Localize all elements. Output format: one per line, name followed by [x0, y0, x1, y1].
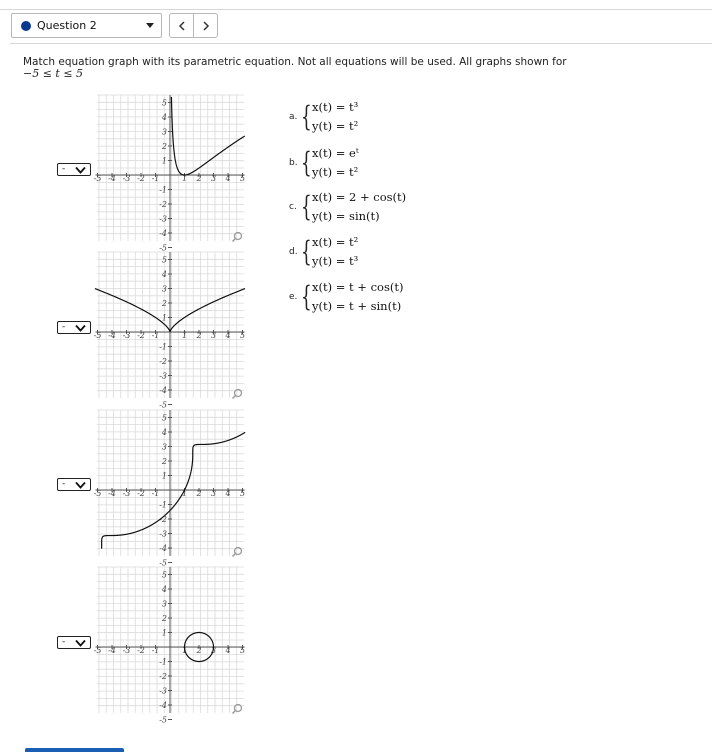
x-tick-label: -3 — [122, 646, 131, 655]
equation-x: x(t) = t + cos(t) — [312, 280, 404, 294]
x-tick-label: -1 — [151, 174, 160, 183]
x-tick-label: 1 — [181, 489, 188, 498]
y-tick-label: 2 — [161, 142, 167, 151]
graph-2-answer-select[interactable] — [57, 321, 91, 334]
y-tick-label: 1 — [161, 156, 167, 166]
y-tick-label: 2 — [161, 299, 167, 308]
x-tick-label: 2 — [196, 331, 202, 340]
select-value: - — [62, 479, 66, 489]
y-tick-label: -4 — [159, 701, 167, 710]
x-tick-label: -1 — [151, 646, 160, 655]
y-tick-label: 4 — [161, 428, 167, 437]
x-tick-label: 5 — [239, 489, 246, 498]
x-tick-label: -3 — [122, 174, 131, 183]
equation-letter: d. — [289, 247, 298, 257]
x-tick-label: 3 — [210, 331, 217, 340]
y-tick-label: 1 — [161, 471, 167, 481]
chevron-down-icon — [75, 324, 86, 332]
select-value: - — [62, 164, 66, 174]
graph-4 — [93, 565, 246, 725]
y-tick-label: 4 — [161, 113, 167, 122]
x-tick-label: 4 — [225, 174, 231, 183]
brace-icon: { — [301, 190, 312, 223]
equation-y: y(t) = t² — [312, 119, 359, 133]
graph-3-answer-select[interactable] — [57, 478, 91, 491]
x-tick-label: -4 — [108, 646, 116, 655]
y-tick-label: -3 — [159, 371, 167, 381]
submit-button[interactable] — [25, 748, 124, 752]
y-tick-label: -1 — [159, 657, 167, 667]
y-tick-label: -3 — [159, 214, 167, 224]
y-tick-label: -2 — [159, 515, 167, 524]
top-divider — [0, 9, 712, 10]
y-tick-label: -5 — [159, 558, 167, 568]
y-tick-label: 5 — [161, 98, 167, 108]
y-tick-label: -1 — [159, 342, 167, 352]
y-tick-label: -2 — [159, 672, 167, 681]
equation-y: y(t) = t + sin(t) — [312, 299, 402, 313]
x-tick-label: -4 — [108, 489, 116, 498]
magnifier-handle — [233, 711, 236, 714]
equation-y: y(t) = t² — [312, 165, 359, 179]
graph-4-answer-select[interactable] — [57, 636, 91, 649]
equation-x: x(t) = eᵗ — [312, 146, 359, 160]
x-tick-label: 4 — [225, 489, 231, 498]
x-tick-label: -2 — [137, 174, 145, 183]
chevron-down-icon — [75, 639, 86, 647]
select-value: - — [62, 637, 66, 647]
x-tick-label: 3 — [210, 646, 217, 655]
magnifier-handle — [233, 554, 236, 557]
instructions-text: Match equation graph with its parametric equation. Not all equations will be used. All graphs shown for — [23, 56, 567, 68]
x-tick-label: 5 — [239, 174, 246, 183]
y-tick-label: -4 — [159, 386, 167, 395]
question-label: Question 2 — [37, 19, 97, 32]
x-tick-label: -1 — [151, 331, 160, 340]
chevron-down-icon — [75, 481, 86, 489]
x-tick-label: 5 — [239, 331, 246, 340]
question-select[interactable] — [11, 13, 162, 38]
caret-down-icon — [146, 23, 154, 28]
x-tick-label: -5 — [93, 646, 102, 655]
y-tick-label: 3 — [161, 284, 167, 294]
equation-c — [289, 188, 406, 226]
brace-icon: { — [301, 280, 312, 313]
brace-icon: { — [301, 100, 312, 133]
x-tick-label: 1 — [181, 646, 188, 655]
x-tick-label: 2 — [196, 489, 202, 498]
y-tick-label: -4 — [159, 544, 167, 553]
x-tick-label: -2 — [137, 489, 145, 498]
y-tick-label: -3 — [159, 529, 167, 539]
previous-question-button[interactable] — [169, 13, 194, 38]
chevron-right-icon — [202, 21, 210, 31]
next-question-button[interactable] — [193, 13, 218, 38]
y-tick-label: 2 — [161, 614, 167, 623]
y-tick-label: 1 — [161, 628, 167, 638]
equation-a — [289, 98, 358, 136]
y-tick-label: -5 — [159, 400, 167, 410]
y-tick-label: 5 — [161, 570, 167, 580]
x-tick-label: -4 — [108, 174, 116, 183]
magnifier-handle — [233, 239, 236, 242]
x-tick-label: -5 — [93, 489, 102, 498]
equation-y: y(t) = t³ — [312, 254, 359, 268]
y-tick-label: 4 — [161, 270, 167, 279]
status-dot — [21, 21, 31, 31]
x-tick-label: -2 — [137, 331, 145, 340]
x-tick-label: -1 — [151, 489, 160, 498]
y-tick-label: 5 — [161, 413, 167, 423]
equation-x: x(t) = t³ — [312, 100, 359, 114]
parameter-range: −5 ≤ t ≤ 5 — [23, 67, 84, 80]
equation-x: x(t) = t² — [312, 235, 359, 249]
y-tick-label: 5 — [161, 255, 167, 265]
equation-letter: c. — [289, 202, 297, 212]
equation-y: y(t) = sin(t) — [312, 209, 380, 223]
y-tick-label: 3 — [161, 599, 167, 609]
header-divider — [10, 43, 712, 44]
magnifier-handle — [233, 396, 236, 399]
equation-letter: a. — [289, 112, 298, 122]
y-tick-label: -1 — [159, 500, 167, 510]
x-tick-label: -3 — [122, 331, 131, 340]
x-tick-label: 3 — [210, 174, 217, 183]
graph-2 — [93, 250, 246, 410]
y-tick-label: -2 — [159, 200, 167, 209]
x-tick-label: -3 — [122, 489, 131, 498]
equation-e — [289, 278, 403, 316]
x-tick-label: 2 — [196, 646, 202, 655]
x-tick-label: 5 — [239, 646, 246, 655]
y-tick-label: 3 — [161, 442, 167, 452]
graph-1-answer-select[interactable] — [57, 163, 91, 176]
y-tick-label: -5 — [159, 715, 167, 725]
graph-1 — [93, 93, 246, 253]
equation-d — [289, 233, 358, 271]
x-tick-label: -2 — [137, 646, 145, 655]
brace-icon: { — [301, 146, 312, 179]
y-tick-label: -4 — [159, 229, 167, 238]
equation-b — [289, 144, 359, 182]
chevron-left-icon — [178, 21, 186, 31]
x-tick-label: 4 — [225, 646, 231, 655]
equation-x: x(t) = 2 + cos(t) — [312, 190, 407, 204]
equation-letter: e. — [289, 292, 298, 302]
x-tick-label: 2 — [196, 174, 202, 183]
x-tick-label: -5 — [93, 174, 102, 183]
x-tick-label: 1 — [181, 174, 188, 183]
chevron-down-icon — [75, 166, 86, 174]
y-tick-label: 1 — [161, 313, 167, 323]
instructions — [23, 56, 623, 80]
y-tick-label: -1 — [159, 185, 167, 195]
graph-3 — [93, 408, 246, 568]
y-tick-label: 2 — [161, 457, 167, 466]
select-value: - — [62, 322, 66, 332]
y-tick-label: 4 — [161, 585, 167, 594]
x-tick-label: 4 — [225, 331, 231, 340]
equation-letter: b. — [289, 158, 298, 168]
x-tick-label: 1 — [181, 331, 188, 340]
x-tick-label: -5 — [93, 331, 102, 340]
y-tick-label: -2 — [159, 357, 167, 366]
y-tick-label: 3 — [161, 127, 167, 137]
y-tick-label: -3 — [159, 686, 167, 696]
x-tick-label: -4 — [108, 331, 116, 340]
y-tick-label: -5 — [159, 243, 167, 253]
brace-icon: { — [301, 235, 312, 268]
x-tick-label: 3 — [210, 489, 217, 498]
